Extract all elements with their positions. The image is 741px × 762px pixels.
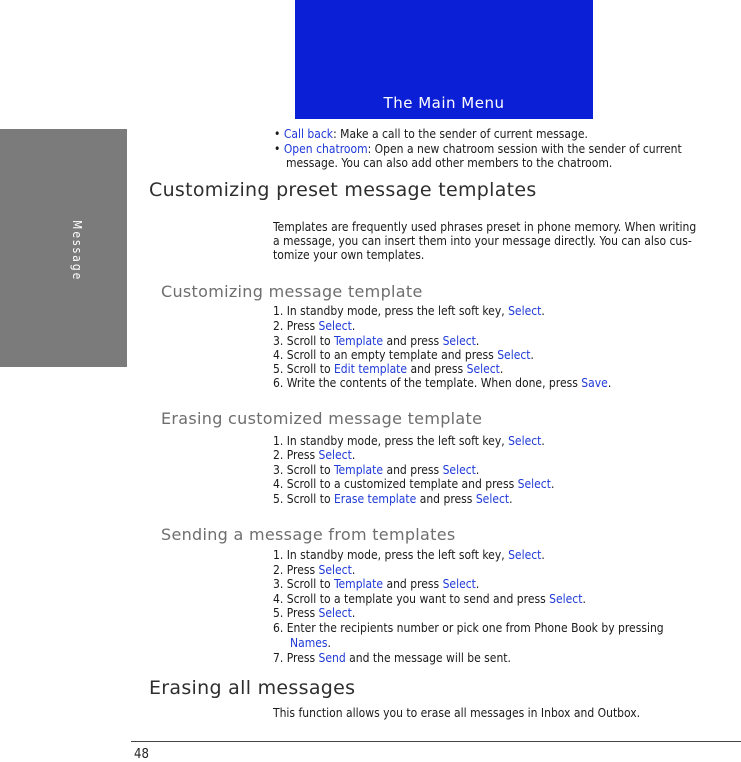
select-link[interactable]: Select	[475, 492, 510, 506]
open-chatroom-link[interactable]: Open chatroom	[283, 142, 368, 156]
main-menu-banner	[295, 0, 593, 119]
select-link[interactable]: Select	[508, 434, 542, 448]
footer-divider	[131, 741, 741, 742]
erase-step-3: 3. Scroll to Template and press Select.	[273, 463, 480, 477]
select-link[interactable]: Select	[517, 477, 551, 491]
customize-step-1: 1. In standby mode, press the left soft key, Select.	[273, 304, 545, 318]
side-tab	[0, 129, 127, 367]
page-number: 48	[134, 747, 149, 762]
send-step-3: 3. Scroll to Template and press Select.	[273, 577, 480, 591]
select-link[interactable]: Select	[318, 319, 352, 333]
template-link[interactable]: Template	[333, 463, 384, 477]
call-back-link[interactable]: Call back	[283, 127, 334, 141]
subsection-title-send: Sending a message from templates	[161, 525, 456, 544]
select-link[interactable]: Select	[497, 348, 531, 362]
erase-template-link[interactable]: Erase template	[333, 492, 417, 506]
select-link[interactable]: Select	[549, 592, 583, 606]
side-tab-label: Message	[70, 220, 84, 282]
customize-step-2: 2. Press Select.	[273, 319, 356, 333]
option-call-back: • Call back: Make a call to the sender of current message.	[274, 127, 588, 141]
send-step-6-cont: Names.	[290, 636, 331, 650]
erase-step-2: 2. Press Select.	[273, 448, 356, 462]
send-step-2: 2. Press Select.	[273, 563, 356, 577]
section-title-preset: Customizing preset message templates	[149, 179, 537, 201]
send-step-7: 7. Press Send and the message will be sent.	[273, 651, 511, 665]
send-step-5: 5. Press Select.	[273, 606, 356, 620]
select-link[interactable]: Select	[442, 334, 476, 348]
banner-title: The Main Menu	[383, 94, 505, 112]
select-link[interactable]: Select	[442, 577, 476, 591]
customize-step-5: 5. Scroll to Edit template and press Select.	[273, 362, 504, 376]
select-link[interactable]: Select	[318, 563, 352, 577]
option-open-chatroom-cont: message. You can also add other members to the chatroom.	[286, 156, 613, 170]
erase-step-1: 1. In standby mode, press the left soft key, Select.	[273, 434, 545, 448]
select-link[interactable]: Select	[466, 362, 500, 376]
erase-step-5: 5. Scroll to Erase template and press Select.	[273, 492, 513, 506]
erase-all-text: This function allows you to erase all messages in Inbox and Outbox.	[273, 706, 641, 720]
send-step-4: 4. Scroll to a template you want to send and press Select.	[273, 592, 586, 606]
erase-step-4: 4. Scroll to a customized template and press Select.	[273, 477, 555, 491]
template-link[interactable]: Template	[333, 334, 384, 348]
send-step-1: 1. In standby mode, press the left soft key, Select.	[273, 548, 545, 562]
edit-template-link[interactable]: Edit template	[333, 362, 408, 376]
subsection-title-customize: Customizing message template	[161, 282, 423, 301]
section-title-erase-all: Erasing all messages	[149, 677, 356, 699]
section-intro: Templates are frequently used phrases preset in phone memory. When writing a message, you can insert them into your message directly. You can also cus- tomize your own templates.	[273, 220, 697, 262]
customize-step-6: 6. Write the contents of the template. When done, press Save.	[273, 376, 612, 390]
customize-step-3: 3. Scroll to Template and press Select.	[273, 334, 480, 348]
send-link[interactable]: Send	[318, 651, 346, 665]
template-link[interactable]: Template	[333, 577, 384, 591]
select-link[interactable]: Select	[318, 448, 352, 462]
names-link[interactable]: Names	[290, 636, 328, 650]
select-link[interactable]: Select	[318, 606, 352, 620]
customize-step-4: 4. Scroll to an empty template and press Select.	[273, 348, 534, 362]
send-step-6: 6. Enter the recipients number or pick one from Phone Book by pressing	[273, 621, 664, 635]
option-open-chatroom: • Open chatroom: Open a new chatroom session with the sender of current	[274, 142, 682, 156]
save-link[interactable]: Save	[581, 376, 608, 390]
select-link[interactable]: Select	[508, 548, 542, 562]
select-link[interactable]: Select	[508, 304, 542, 318]
subsection-title-erase: Erasing customized message template	[161, 409, 483, 428]
select-link[interactable]: Select	[442, 463, 476, 477]
